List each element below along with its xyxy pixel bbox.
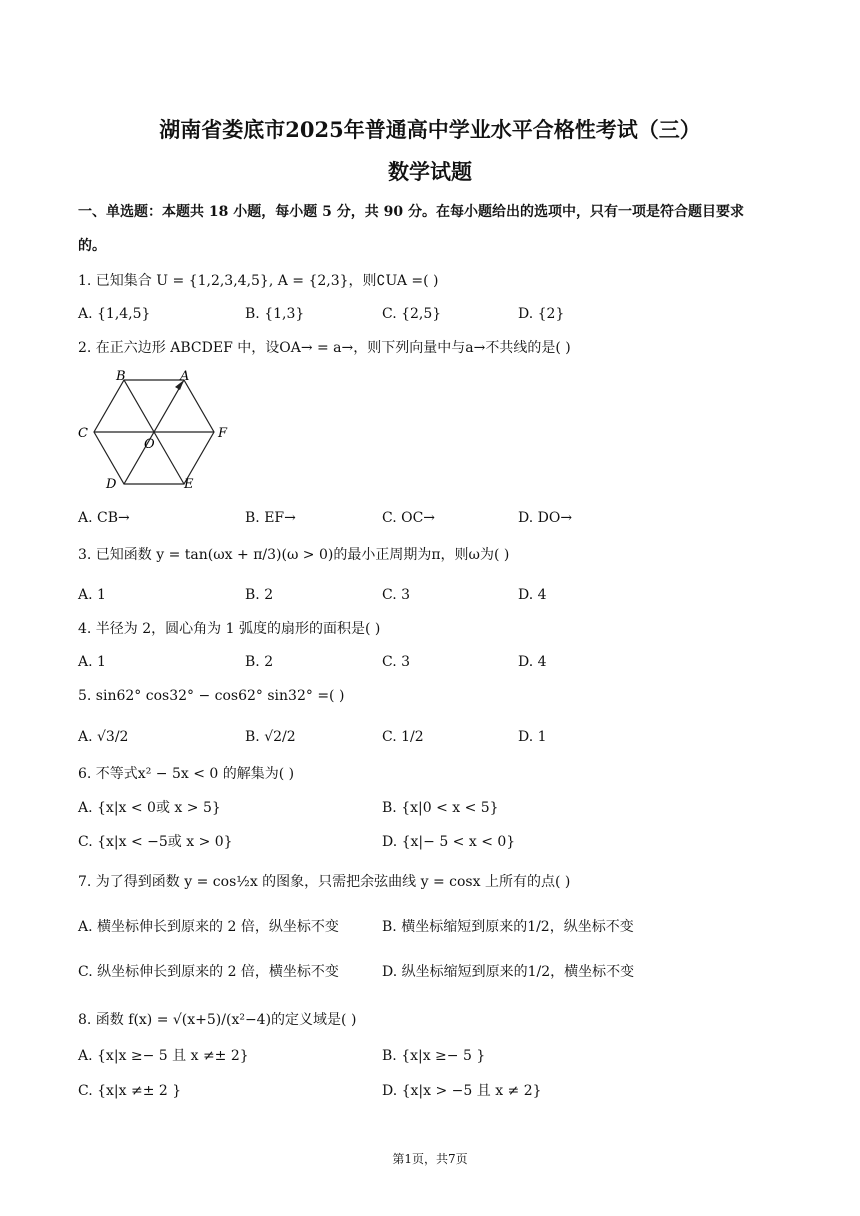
q2-stem: 2. 在正六边形 ABCDEF 中，设OA→ = a→，则下列向量中与a→不共线的是( ) <box>78 340 571 356</box>
q6-option-d: D. {x|− 5 < x < 0} <box>382 834 516 850</box>
q3-option-b: B. 2 <box>245 587 274 603</box>
q6-option-a: A. {x|x < 0或 x > 5} <box>78 800 221 816</box>
q3-option-d: D. 4 <box>518 587 547 603</box>
q1-option-a: A. {1,4,5} <box>78 306 151 322</box>
q4-stem: 4. 半径为 2，圆心角为 1 弧度的扇形的面积是( ) <box>78 621 381 637</box>
hexagon-figure <box>76 368 236 492</box>
q7-option-b: B. 横坐标缩短到原来的1/2，纵坐标不变 <box>382 919 634 935</box>
q2-option-c: C. OC→ <box>382 510 436 526</box>
q5-option-d: D. 1 <box>518 729 547 745</box>
q1-option-b: B. {1,3} <box>245 306 305 322</box>
page-footer: 第1页，共7页 <box>392 1152 468 1166</box>
q8-stem: 8. 函数 f(x) = √(x+5)/(x²−4)的定义域是( ) <box>78 1012 357 1028</box>
q7-option-a: A. 横坐标伸长到原来的 2 倍，纵坐标不变 <box>78 919 339 935</box>
q7-option-d: D. 纵坐标缩短到原来的1/2，横坐标不变 <box>382 964 635 980</box>
q7-stem: 7. 为了得到函数 y = cos½x 的图象，只需把余弦曲线 y = cosx 上所有的点( ) <box>78 874 571 890</box>
q8-option-a: A. {x|x ≥− 5 且 x ≠± 2} <box>78 1048 249 1064</box>
q5-option-a: A. √3/2 <box>78 729 129 745</box>
q1-option-c: C. {2,5} <box>382 306 442 322</box>
q4-option-a: A. 1 <box>78 654 106 670</box>
q8-option-c: C. {x|x ≠± 2 } <box>78 1083 182 1099</box>
q2-option-b: B. EF→ <box>245 510 296 526</box>
q3-stem: 3. 已知函数 y = tan(ωx + π/3)(ω > 0)的最小正周期为π，则ω为( ) <box>78 547 510 563</box>
exam-subtitle: 数学试题 <box>388 159 472 184</box>
label-B: B <box>116 369 126 384</box>
q3-option-c: C. 3 <box>382 587 411 603</box>
q1-option-d: D. {2} <box>518 306 565 322</box>
q4-option-b: B. 2 <box>245 654 274 670</box>
exam-title: 湖南省娄底市2025年普通高中学业水平合格性考试（三） <box>159 117 701 142</box>
q7-option-c: C. 纵坐标伸长到原来的 2 倍，横坐标不变 <box>78 964 339 980</box>
section-header-line1: 一、单选题：本题共 18 小题，每小题 5 分，共 90 分。在每小题给出的选项中，只有一项是符合题目要求 <box>78 204 744 220</box>
q6-option-c: C. {x|x < −5或 x > 0} <box>78 834 233 850</box>
q6-option-b: B. {x|0 < x < 5} <box>382 800 499 816</box>
q1-stem: 1. 已知集合 U = {1,2,3,4,5}, A = {2,3}，则∁UA =( ) <box>78 273 439 289</box>
label-E: E <box>184 477 194 492</box>
q5-stem: 5. sin62° cos32° − cos62° sin32° =( ) <box>78 688 345 704</box>
q4-option-c: C. 3 <box>382 654 411 670</box>
q8-option-b: B. {x|x ≥− 5 } <box>382 1048 486 1064</box>
section-header-line2: 的。 <box>78 238 106 254</box>
label-A: A <box>180 369 190 384</box>
q5-option-c: C. 1/2 <box>382 729 424 745</box>
label-O: O <box>144 437 155 452</box>
q2-option-d: D. DO→ <box>518 510 573 526</box>
label-F: F <box>218 426 228 441</box>
q8-option-d: D. {x|x > −5 且 x ≠ 2} <box>382 1083 542 1099</box>
q4-option-d: D. 4 <box>518 654 547 670</box>
q2-option-a: A. CB→ <box>78 510 130 526</box>
label-C: C <box>78 426 88 441</box>
q6-stem: 6. 不等式x² − 5x < 0 的解集为( ) <box>78 766 295 782</box>
label-D: D <box>106 477 117 492</box>
q5-option-b: B. √2/2 <box>245 729 296 745</box>
q3-option-a: A. 1 <box>78 587 106 603</box>
